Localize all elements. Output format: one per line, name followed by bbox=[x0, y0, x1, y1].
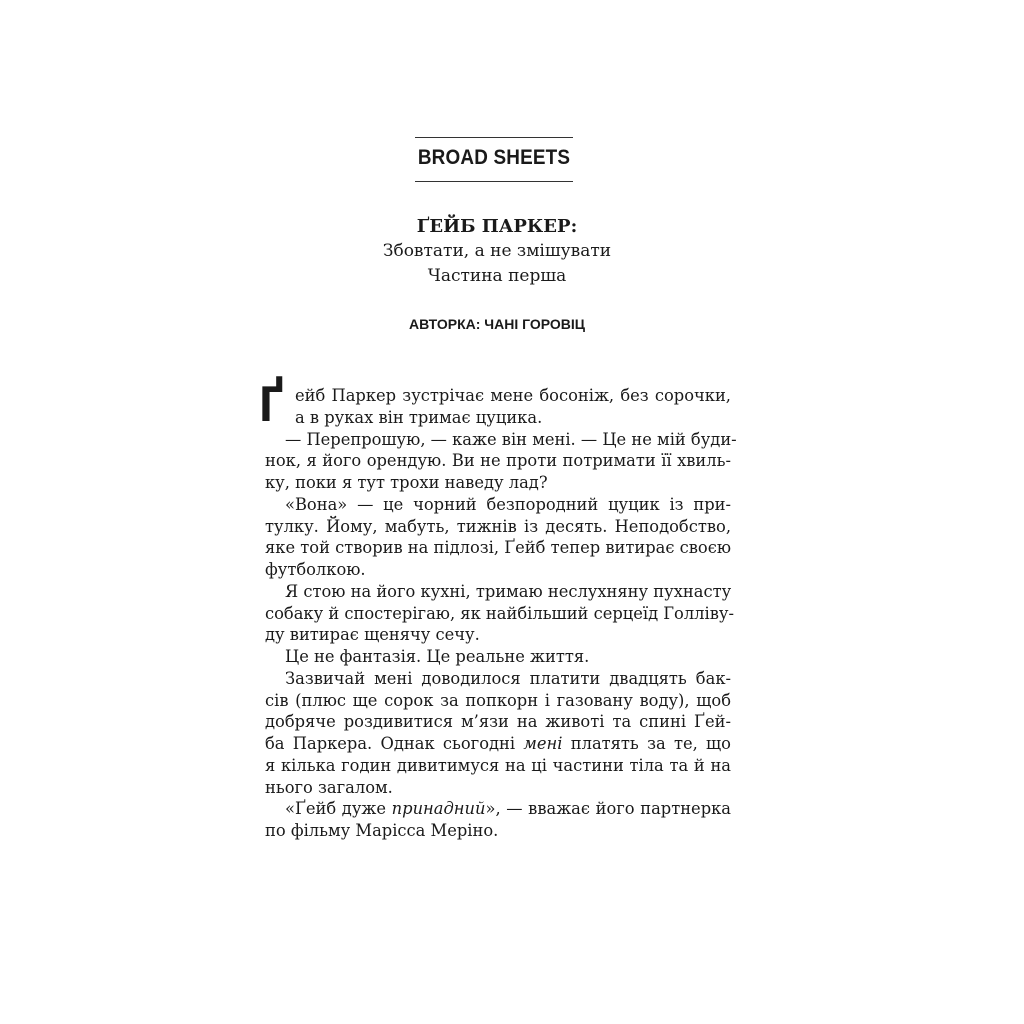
bottom-rule bbox=[415, 181, 573, 182]
text-line bbox=[265, 690, 731, 712]
text-line bbox=[265, 559, 731, 581]
text-line bbox=[265, 668, 731, 690]
text-segment: Я стою на його кухні, тримаю неслухняну пухнасту bbox=[285, 581, 732, 601]
text-segment: ду витирає щенячу сечу. bbox=[265, 625, 480, 645]
text-line bbox=[265, 603, 734, 625]
section-masthead: BROAD SHEETS bbox=[417, 146, 571, 169]
text-line bbox=[265, 711, 731, 733]
text-segment: ейб Паркер зустрічає мене босоніж, без сорочки, bbox=[295, 386, 731, 405]
text-segment: — Перепрошую, — каже він мені. — Це не мій буди- bbox=[285, 429, 737, 449]
text-segment: », — вважає його партнерка bbox=[485, 799, 731, 819]
italic-text: мені bbox=[523, 734, 563, 753]
text-segment: я кілька годин дивитимуся на ці частини тіла та й на bbox=[265, 755, 731, 775]
text-segment: собаку й спостерігаю, як найбільший серцеїд Голліву- bbox=[265, 603, 734, 623]
drop-cap: Ґ bbox=[259, 376, 284, 432]
text-line bbox=[265, 581, 731, 603]
article-part: Частина перша bbox=[427, 266, 567, 286]
text-line bbox=[265, 537, 731, 559]
text-segment: «Ґейб дуже bbox=[285, 799, 392, 819]
text-segment: нього загалом. bbox=[265, 777, 393, 797]
text-line bbox=[265, 798, 731, 820]
text-line bbox=[265, 755, 731, 777]
text-line bbox=[265, 646, 731, 668]
text-line bbox=[265, 407, 731, 429]
byline: АВТОРКА: ЧАНІ ГОРОВІЦ bbox=[408, 316, 586, 332]
text-segment: «Вона» — це чорний безпородний цуцик із при- bbox=[285, 494, 731, 514]
text-line bbox=[265, 516, 731, 538]
text-segment: тулку. Йому, мабуть, тижнів із десять. Неподобство, bbox=[265, 516, 731, 536]
top-rule bbox=[415, 137, 573, 138]
text-segment: сів (плюс ще сорок за попкорн і газовану воду), щоб bbox=[265, 690, 731, 710]
text-line bbox=[265, 385, 731, 407]
text-segment: Зазвичай мені доводилося платити двадцять бак- bbox=[285, 668, 731, 688]
text-line bbox=[265, 450, 731, 472]
italic-text: принадний bbox=[391, 799, 486, 819]
article-subtitle: Збовтати, а не змішувати bbox=[382, 241, 612, 261]
text-segment: а в руках він тримає цуцика. bbox=[295, 407, 543, 427]
text-line bbox=[265, 472, 731, 494]
text-segment: ку, поки я тут трохи наведу лад? bbox=[265, 473, 548, 492]
text-segment: платять за те, що bbox=[562, 734, 731, 753]
text-segment: по фільму Марісса Меріно. bbox=[265, 821, 499, 840]
text-line bbox=[265, 733, 731, 755]
article-body bbox=[265, 385, 737, 842]
text-segment: яке той створив на підлозі, Ґейб тепер витирає своєю bbox=[265, 538, 732, 558]
text-line bbox=[265, 777, 731, 799]
text-segment: нок, я його орендую. Ви не проти потримати її хвиль- bbox=[265, 451, 731, 471]
text-line bbox=[265, 494, 731, 516]
text-segment: Це не фантазія. Це реальне життя. bbox=[285, 647, 590, 666]
text-line bbox=[265, 429, 737, 451]
text-segment: ба Паркера. Однак сьогодні bbox=[265, 734, 524, 753]
text-line bbox=[265, 624, 731, 646]
text-line bbox=[265, 820, 731, 842]
text-segment: добряче роздивитися м’язи на животі та спині Ґей- bbox=[265, 712, 731, 732]
text-segment: футболкою. bbox=[265, 560, 366, 579]
article-title: ҐЕЙБ ПАРКЕР: bbox=[416, 216, 578, 237]
